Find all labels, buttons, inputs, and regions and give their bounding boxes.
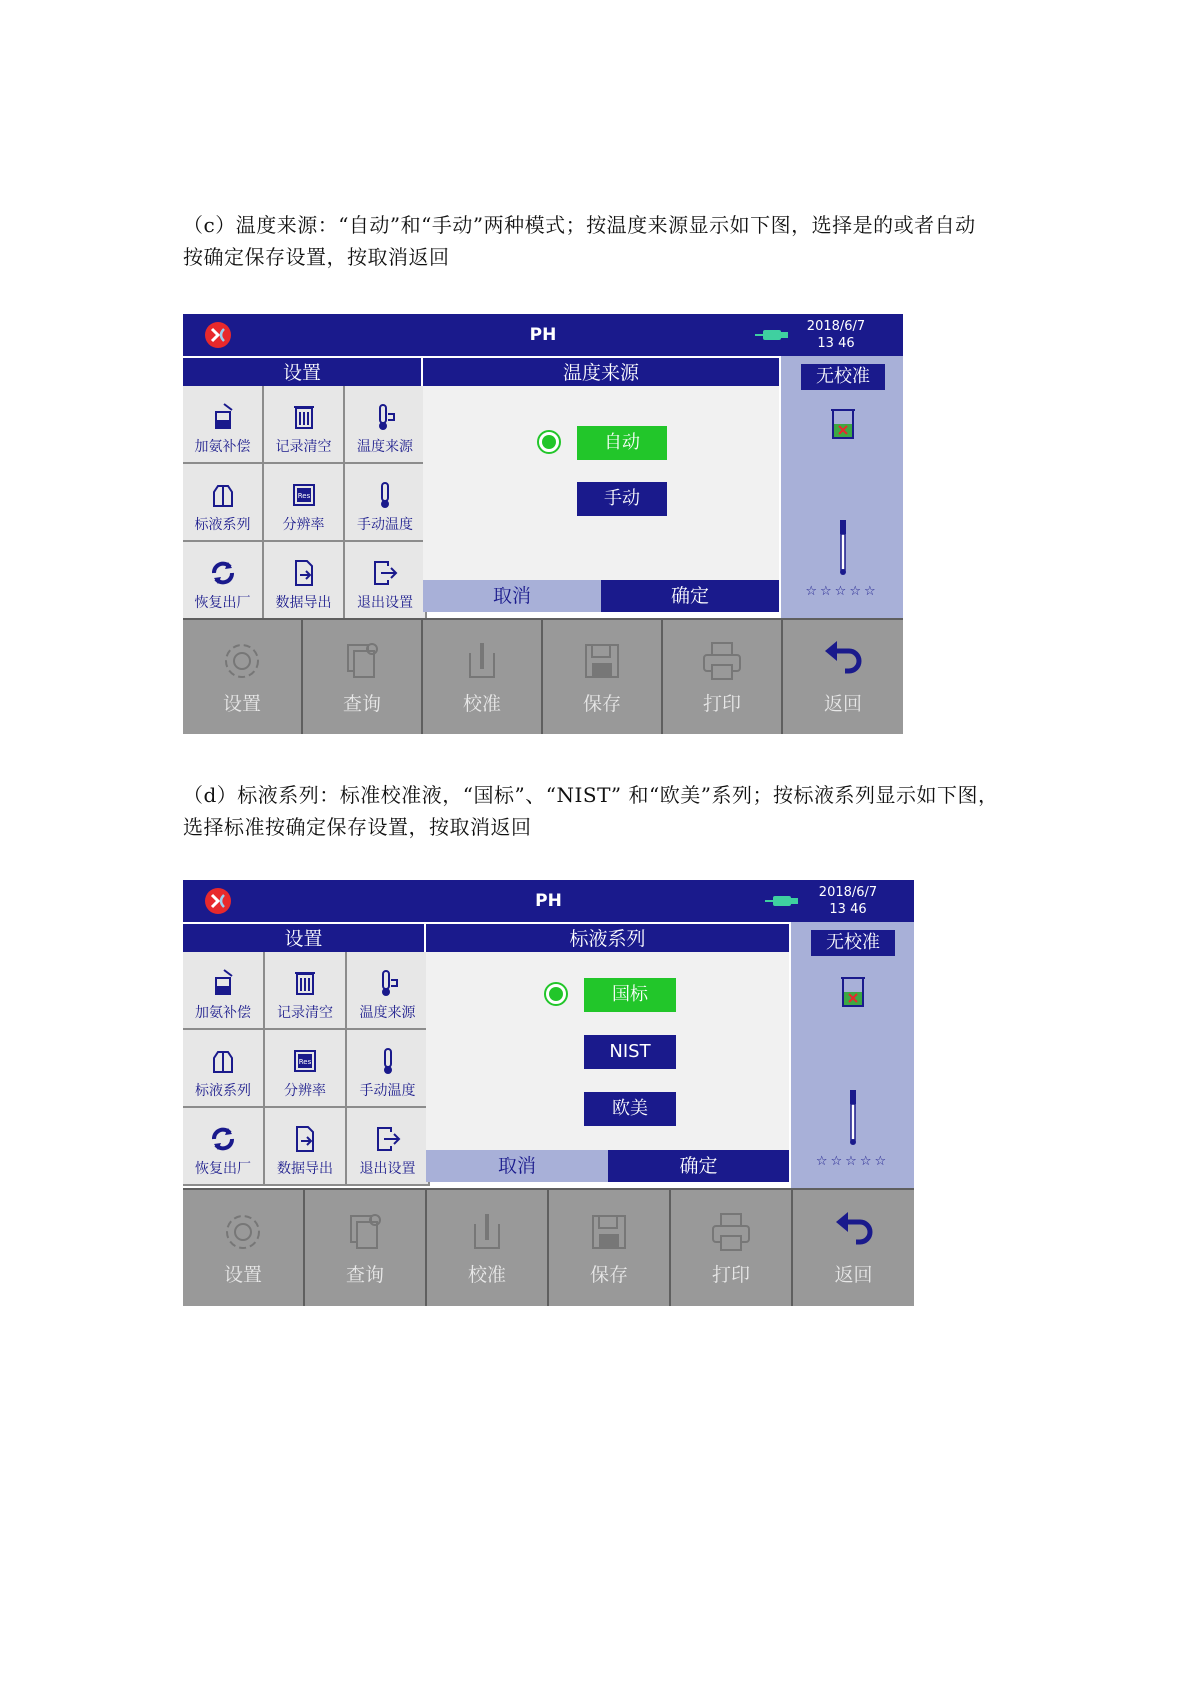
bottles-icon [208, 1046, 238, 1076]
menu-label: 数据导出 [277, 1161, 333, 1177]
exit-icon [373, 1124, 403, 1154]
bottom-label: 校准 [467, 1263, 506, 1286]
trash-icon [289, 402, 319, 432]
menu-buffer-series[interactable] [183, 1030, 263, 1106]
menu-label: 数据导出 [275, 595, 332, 611]
bottom-calibrate-button[interactable] [423, 620, 541, 734]
documents-search-icon [340, 639, 384, 683]
documents-search-icon [343, 1210, 387, 1254]
cancel-button[interactable]: 取消 [426, 1150, 608, 1182]
printer-icon [709, 1210, 753, 1254]
menu-manual-temperature[interactable] [345, 464, 425, 540]
menu-label: 记录清空 [275, 439, 332, 455]
confirm-button[interactable]: 确定 [601, 580, 779, 612]
calibrate-beaker-icon [460, 639, 504, 683]
menu-label: 标液系列 [194, 517, 251, 533]
gear-icon [220, 639, 264, 683]
selected-radio [537, 430, 561, 454]
menu-label: 恢复出厂 [194, 595, 251, 611]
bottom-label: 打印 [702, 692, 741, 715]
probe-icon [845, 1088, 861, 1148]
back-arrow-icon [821, 639, 865, 683]
bottom-toolbar [183, 618, 903, 734]
cancel-button[interactable]: 取消 [423, 580, 601, 612]
bottom-label: 设置 [222, 692, 261, 715]
bottom-save-button[interactable] [543, 620, 661, 734]
calibration-panel [789, 922, 914, 1188]
resolution-chip-icon [289, 480, 319, 510]
menu-label: 温度来源 [357, 439, 413, 455]
printer-icon [700, 639, 744, 683]
calibration-stars: ☆☆☆☆☆ [805, 584, 879, 599]
menu-label: 加氨补偿 [194, 439, 251, 455]
menu-temperature-source[interactable] [345, 386, 425, 462]
calibration-panel [779, 356, 903, 618]
trash-icon [290, 968, 320, 998]
thermometer-plug-icon [373, 968, 403, 998]
bottom-query-button[interactable] [303, 620, 421, 734]
time-text: 13 46 [817, 336, 855, 351]
bottom-label: 查询 [342, 692, 381, 715]
bottom-settings-button[interactable] [183, 1190, 303, 1306]
option-nist[interactable]: NIST [584, 1035, 676, 1069]
menu-label: 退出设置 [359, 1161, 416, 1177]
bottom-toolbar [183, 1188, 914, 1306]
menu-label: 手动温度 [357, 517, 413, 533]
menu-label: 手动温度 [359, 1083, 416, 1099]
menu-label: 标液系列 [195, 1083, 251, 1099]
bottom-calibrate-button[interactable] [427, 1190, 547, 1306]
beaker-icon [839, 976, 867, 1010]
bottom-label: 保存 [582, 692, 621, 715]
back-arrow-icon [832, 1210, 876, 1254]
usb-icon [765, 895, 799, 907]
menu-temperature-source[interactable] [347, 952, 428, 1028]
menu-data-export[interactable] [264, 542, 343, 618]
datetime [801, 318, 871, 352]
menu-ammonia-compensation[interactable] [183, 952, 263, 1028]
top-bar [183, 880, 914, 922]
bottom-back-button[interactable] [793, 1190, 914, 1306]
menu-exit-settings[interactable] [345, 542, 425, 618]
paragraph-d-line1: （d）标液系列：标准校准液，“国标”、“NIST” 和“欧美”系列；按标液系列显示如下图， [183, 783, 999, 807]
refresh-icon [208, 558, 238, 588]
svg-text:Res: Res [297, 492, 310, 500]
no-calibration-label: 无校准 [801, 364, 885, 390]
bottom-settings-button[interactable] [183, 620, 301, 734]
bottles-icon [208, 480, 238, 510]
beaker-icon [829, 408, 857, 442]
date-text: 2018/6/7 [806, 319, 866, 334]
bottom-label: 返回 [823, 692, 862, 715]
thermometer-icon [373, 1046, 403, 1076]
beaker-dropper-icon [208, 402, 238, 432]
settings-header: 设置 [183, 356, 421, 386]
option-panel [423, 386, 779, 586]
option-auto[interactable]: 自动 [577, 426, 667, 460]
thermometer-icon [370, 480, 400, 510]
paragraph-c [183, 209, 1063, 273]
usb-icon [755, 329, 789, 341]
floppy-disk-icon [580, 639, 624, 683]
screen-buffer-series [183, 880, 914, 1306]
menu-ammonia-compensation[interactable] [183, 386, 262, 462]
resolution-chip-icon [290, 1046, 320, 1076]
app-title: PH [529, 325, 557, 345]
menu-clear-records[interactable] [265, 952, 345, 1028]
floppy-disk-icon [587, 1210, 631, 1254]
app-title: PH [535, 891, 562, 911]
svg-text:Res: Res [298, 1058, 312, 1066]
export-file-icon [290, 1124, 320, 1154]
bottom-print-button[interactable] [671, 1190, 791, 1306]
panel-title: 温度来源 [423, 356, 779, 386]
menu-clear-records[interactable] [264, 386, 343, 462]
selected-radio [544, 982, 568, 1006]
bottom-label: 查询 [345, 1263, 384, 1286]
no-calibration-label: 无校准 [811, 930, 895, 956]
option-panel [426, 952, 789, 1150]
bottom-label: 校准 [462, 692, 501, 715]
option-national-standard[interactable]: 国标 [584, 978, 676, 1012]
paragraph-c-line1: （c）温度来源：“自动”和“手动”两种模式；按温度来源显示如下图，选择是的或者自动 [183, 213, 976, 237]
bottom-label: 返回 [834, 1263, 873, 1286]
bottom-back-button[interactable] [783, 620, 903, 734]
settings-header: 设置 [183, 922, 424, 952]
time-text: 13 46 [829, 902, 867, 917]
date-text: 2018/6/7 [818, 885, 878, 900]
menu-label: 退出设置 [357, 595, 413, 611]
menu-exit-settings[interactable] [347, 1108, 428, 1184]
beaker-dropper-icon [208, 968, 238, 998]
menu-label: 加氨补偿 [195, 1005, 251, 1021]
menu-resolution[interactable] [265, 1030, 345, 1106]
menu-factory-reset[interactable] [183, 542, 262, 618]
paragraph-d [183, 779, 1063, 843]
refresh-icon [208, 1124, 238, 1154]
bottom-save-button[interactable] [549, 1190, 669, 1306]
bottom-label: 设置 [223, 1263, 262, 1286]
calibrate-beaker-icon [465, 1210, 509, 1254]
menu-factory-reset[interactable] [183, 1108, 263, 1184]
menu-buffer-series[interactable] [183, 464, 262, 540]
screen-temperature-source [183, 314, 903, 734]
option-euro-american[interactable]: 欧美 [584, 1092, 676, 1126]
menu-label: 恢复出厂 [195, 1161, 251, 1177]
menu-label: 分辨率 [282, 517, 325, 533]
bottom-label: 保存 [589, 1263, 628, 1286]
bottom-label: 打印 [711, 1263, 750, 1286]
menu-data-export[interactable] [265, 1108, 345, 1184]
export-file-icon [289, 558, 319, 588]
menu-label: 温度来源 [359, 1005, 416, 1021]
paragraph-d-line2: 选择标准按确定保存设置，按取消返回 [183, 815, 532, 839]
bottom-query-button[interactable] [305, 1190, 425, 1306]
settings-menu-grid [183, 952, 430, 1186]
datetime [813, 884, 883, 918]
menu-label: 记录清空 [277, 1005, 333, 1021]
settings-menu-grid [183, 386, 427, 620]
exit-icon [370, 558, 400, 588]
calibration-stars: ☆☆☆☆☆ [815, 1154, 890, 1169]
probe-icon [835, 518, 851, 578]
panel-title: 标液系列 [426, 922, 789, 952]
confirm-button[interactable]: 确定 [608, 1150, 789, 1182]
bottom-print-button[interactable] [663, 620, 781, 734]
menu-resolution[interactable] [264, 464, 343, 540]
thermometer-plug-icon [370, 402, 400, 432]
gear-icon [221, 1210, 265, 1254]
top-bar [183, 314, 903, 356]
menu-label: 分辨率 [284, 1083, 326, 1099]
menu-manual-temperature[interactable] [347, 1030, 428, 1106]
option-manual[interactable]: 手动 [577, 482, 667, 516]
paragraph-c-line2: 按确定保存设置，按取消返回 [183, 245, 450, 269]
